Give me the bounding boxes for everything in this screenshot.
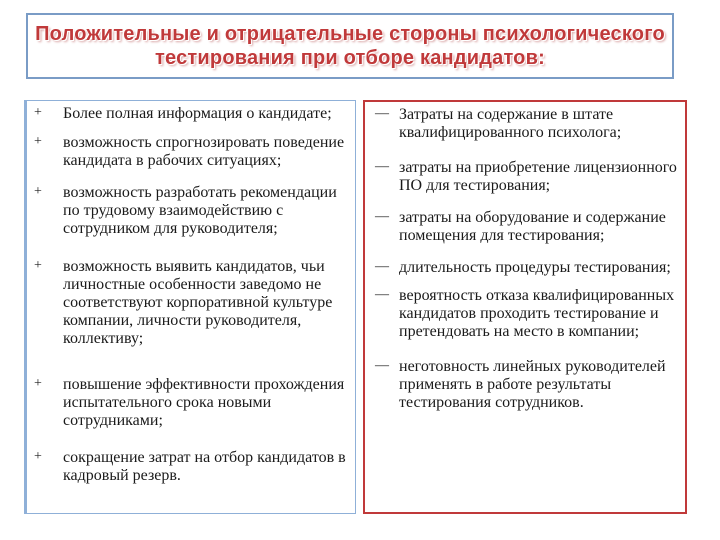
plus-marker: + bbox=[34, 449, 42, 464]
cons-item-5: вероятность отказа квалифицированных кандидатов проходить тестирование и претендовать на место в компании; bbox=[399, 287, 675, 340]
cons-panel bbox=[363, 100, 687, 514]
pros-item-2: возможность спрогнозировать поведение кандидата в рабочих ситуациях; bbox=[63, 134, 345, 169]
pros-item-1: Более полная информация о кандидате; bbox=[63, 105, 332, 122]
cons-item-6: неготовность линейных руководителей применять в работе результаты тестирования сотрудников. bbox=[399, 358, 666, 411]
title-box bbox=[26, 13, 674, 79]
plus-marker: + bbox=[34, 134, 42, 149]
plus-marker: + bbox=[34, 376, 42, 391]
dash-marker: — bbox=[375, 209, 389, 224]
pros-item-3: возможность разработать рекомендации по трудовому взаимодействию с сотрудником для руководителя; bbox=[63, 184, 337, 237]
pros-item-4: возможность выявить кандидатов, чьи личностные особенности заведомо не соответствуют корпоративной культуре компании, личности руководителя, коллективу; bbox=[63, 258, 333, 347]
slide-title-line-2: тестирования при отборе кандидатов: bbox=[155, 47, 545, 69]
cons-item-2: затраты на приобретение лицензионного ПО для тестирования; bbox=[399, 159, 677, 194]
plus-marker: + bbox=[34, 105, 42, 120]
cons-item-4: длительность процедуры тестирования; bbox=[399, 259, 671, 276]
dash-marker: — bbox=[375, 159, 389, 174]
slide-title-line-1: Положительные и отрицательные стороны психологического bbox=[35, 23, 665, 45]
pros-item-5: повышение эффективности прохождения испытательного срока новыми сотрудниками; bbox=[63, 376, 345, 429]
dash-marker: — bbox=[375, 106, 389, 121]
pros-panel bbox=[24, 100, 356, 514]
dash-marker: — bbox=[375, 358, 389, 373]
pros-item-6: сокращение затрат на отбор кандидатов в кадровый резерв. bbox=[63, 449, 346, 484]
cons-item-3: затраты на оборудование и содержание помещения для тестирования; bbox=[399, 209, 666, 244]
dash-marker: — bbox=[375, 287, 389, 302]
plus-marker: + bbox=[34, 184, 42, 199]
dash-marker: — bbox=[375, 259, 389, 274]
cons-item-1: Затраты на содержание в штате квалифицированного психолога; bbox=[399, 106, 622, 141]
plus-marker: + bbox=[34, 258, 42, 273]
